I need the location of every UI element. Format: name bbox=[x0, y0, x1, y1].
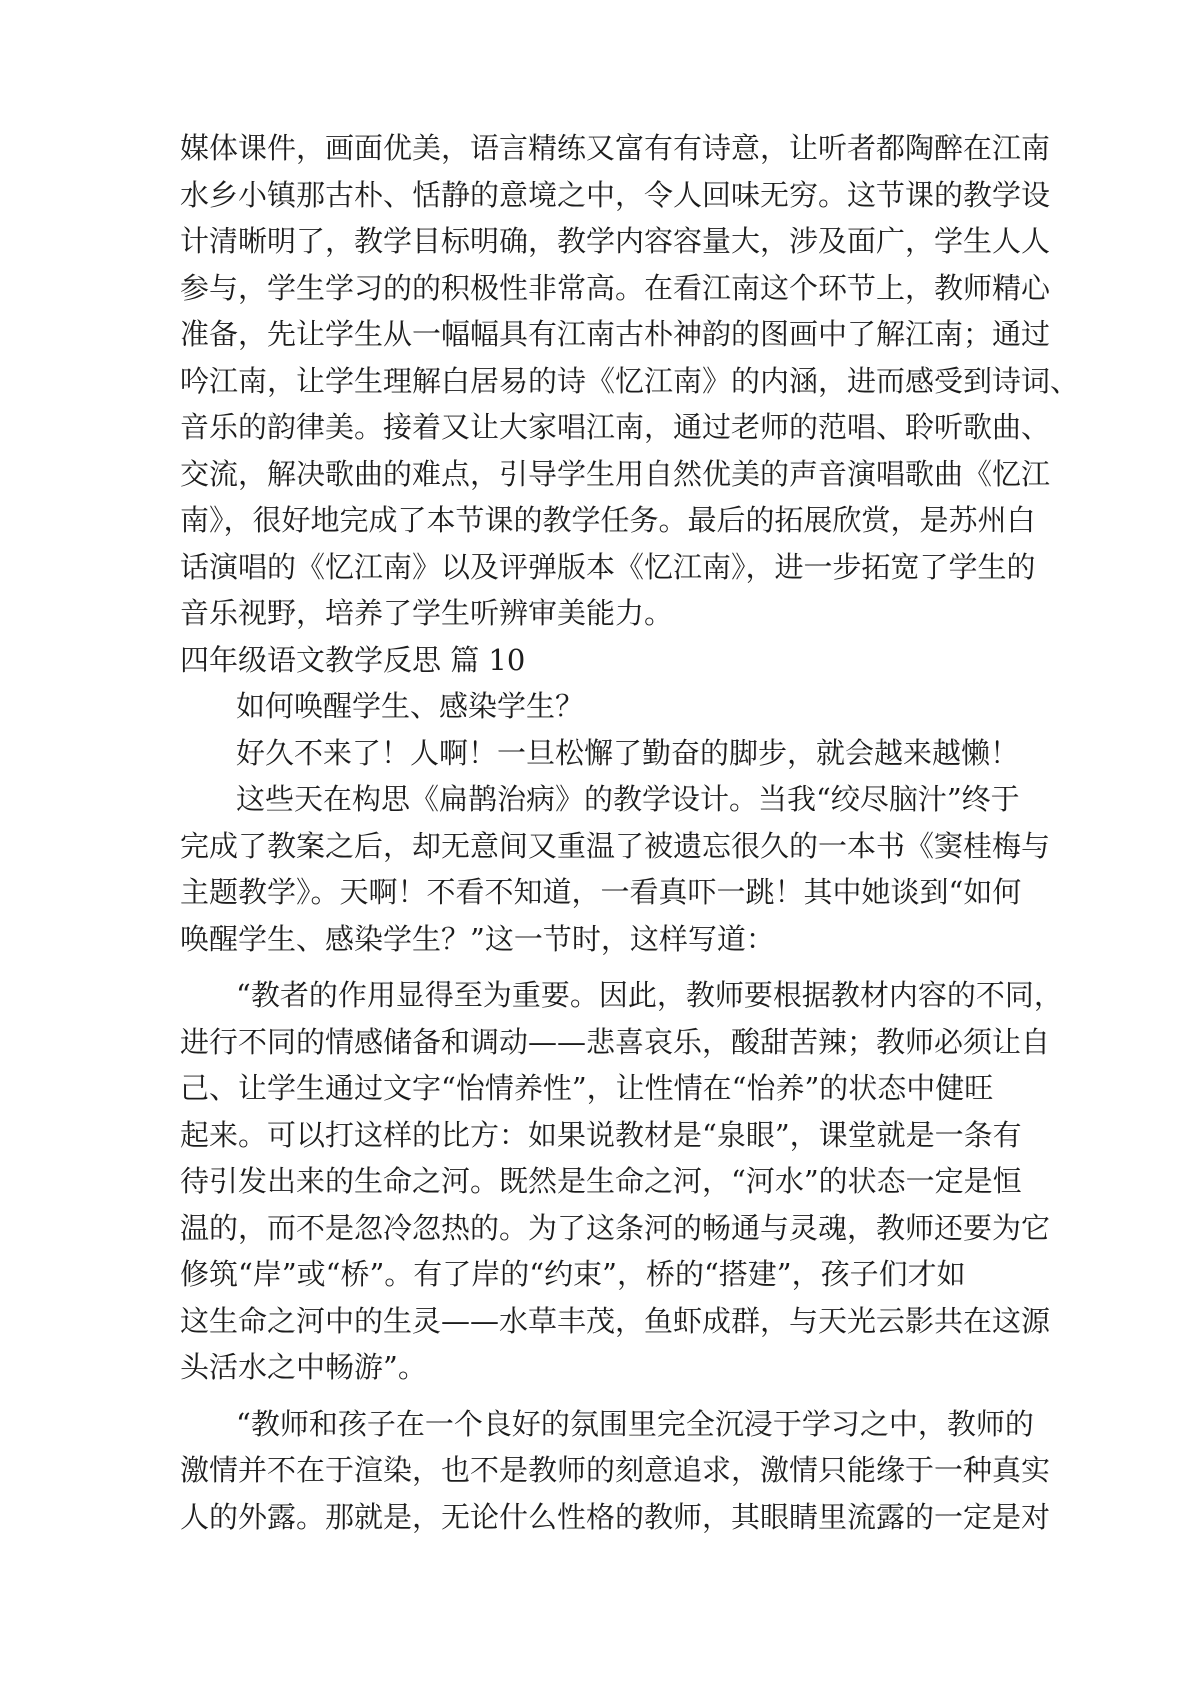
text-line: 南》，很好地完成了本节课的教学任务。最后的拓展欣赏，是苏州白 bbox=[180, 503, 1036, 537]
text-line: 这生命之河中的生灵——水草丰茂，鱼虾成群，与天光云影共在这源 bbox=[180, 1303, 1051, 1338]
text-line: 温的，而不是忽冷忽热的。为了这条河的畅通与灵魂，教师还要为它 bbox=[180, 1210, 1051, 1245]
text-line: 完成了教案之后，却无意间又重温了被遗忘很久的一本书《窦桂梅与 bbox=[180, 828, 1051, 863]
paragraph-4 bbox=[180, 776, 1051, 962]
text-line: 修筑“岸”或“桥”。有了岸的“约束”，桥的“搭建”，孩子们才如 bbox=[180, 1257, 966, 1291]
text-line: 人的外露。那就是，无论什么性格的教师，其眼睛里流露的一定是对 bbox=[180, 1499, 1051, 1534]
text-line: 起来。可以打这样的比方：如果说教材是“泉眼”，课堂就是一条有 bbox=[180, 1117, 1022, 1152]
text-line: 准备，先让学生从一幅幅具有江南古朴神韵的图画中了解江南；通过 bbox=[180, 317, 1051, 351]
text-line: 水乡小镇那古朴、恬静的意境之中，令人回味无穷。这节课的教学设 bbox=[180, 177, 1051, 212]
text-line: 话演唱的《忆江南》以及评弹版本《忆江南》，进一步拓宽了学生的 bbox=[180, 549, 1036, 584]
text-line: 吟江南，让学生理解白居易的诗《忆江南》的内涵，进而感受到诗词、 bbox=[180, 363, 1080, 398]
text-line: 主题教学》。天啊！不看不知道，一看真吓一跳！其中她谈到“如何 bbox=[180, 875, 1022, 909]
text-line: 音乐的韵律美。接着又让大家唱江南，通过老师的范唱、聆听歌曲、 bbox=[180, 410, 1051, 444]
document-body bbox=[180, 125, 1080, 1540]
text-line: 头活水之中畅游”。 bbox=[180, 1350, 427, 1384]
text-line: “教者的作用显得至为重要。因此，教师要根据教材内容的不同， bbox=[236, 978, 1063, 1012]
text-line: 唤醒学生、感染学生？”这一节时，这样写道： bbox=[180, 921, 775, 956]
text-line: 媒体课件，画面优美，语言精练又富有有诗意，让听者都陶醉在江南 bbox=[180, 131, 1051, 165]
paragraph-1 bbox=[180, 125, 1080, 637]
text-line: 好久不来了！人啊！一旦松懈了勤奋的脚步，就会越来越懒！ bbox=[236, 735, 1020, 770]
text-line: 计清晰明了，教学目标明确，教学内容容量大，涉及面广，学生人人 bbox=[180, 224, 1051, 258]
text-line: 参与，学生学习的的积极性非常高。在看江南这个环节上，教师精心 bbox=[180, 270, 1051, 305]
paragraph-6 bbox=[180, 1401, 1051, 1541]
section-heading: 四年级语文教学反思 篇 10 bbox=[180, 642, 526, 677]
text-line: 这些天在构思《扁鹊治病》的教学设计。当我“绞尽脑汁”终于 bbox=[236, 782, 1020, 816]
text-line: “教师和孩子在一个良好的氛围里完全沉浸于学习之中，教师的 bbox=[236, 1406, 1034, 1441]
paragraph-5 bbox=[180, 972, 1063, 1391]
paragraph-2 bbox=[180, 683, 1030, 730]
paragraph-spacer bbox=[180, 962, 1030, 972]
text-line: 激情并不在于渲染，也不是教师的刻意追求，激情只能缘于一种真实 bbox=[180, 1453, 1051, 1487]
text-line: 交流，解决歌曲的难点，引导学生用自然优美的声音演唱歌曲《忆江 bbox=[180, 456, 1051, 491]
text-line: 己、让学生通过文字“怡情养性”，让性情在“怡养”的状态中健旺 bbox=[180, 1071, 994, 1105]
text-line: 待引发出来的生命之河。既然是生命之河，“河水”的状态一定是恒 bbox=[180, 1164, 1022, 1198]
text-line: 进行不同的情感储备和调动——悲喜哀乐，酸甜苦辣；教师必须让自 bbox=[180, 1024, 1051, 1059]
text-line: 如何唤醒学生、感染学生？ bbox=[236, 689, 585, 723]
paragraph-3 bbox=[180, 730, 1030, 777]
text-line: 音乐视野，培养了学生听辨审美能力。 bbox=[180, 596, 674, 630]
paragraph-spacer bbox=[180, 1391, 1030, 1401]
